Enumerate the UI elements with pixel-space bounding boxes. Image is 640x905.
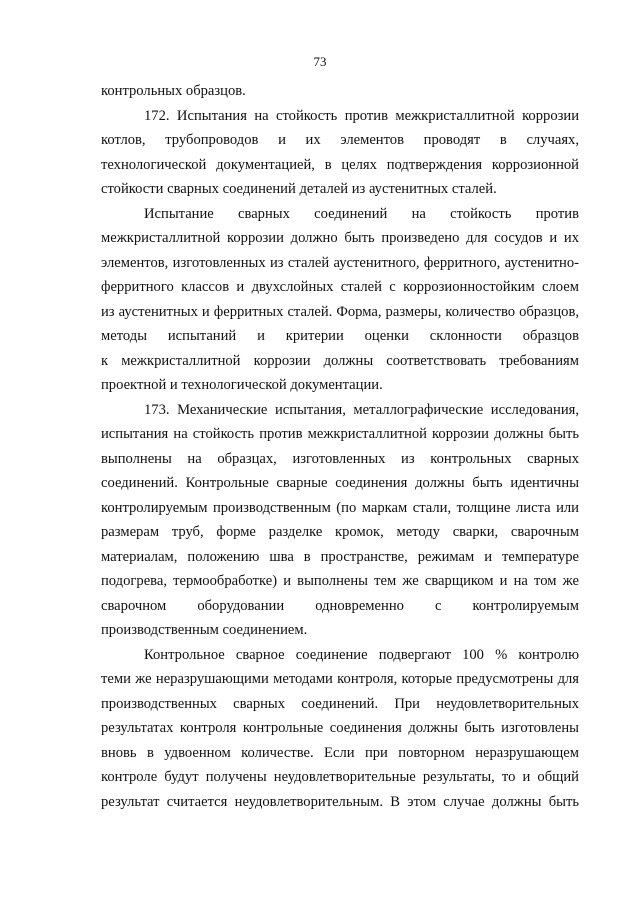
text-line: проектной и технологической документации.	[101, 377, 383, 393]
text-line: 173. Механические испытания, металлографические исследования,	[144, 401, 579, 418]
document-body	[101, 79, 579, 814]
text-line: из аустенитных и ферритных сталей. Форма, размеры, количество образцов,	[101, 303, 579, 320]
text-line: производственным соединением.	[101, 622, 308, 638]
text-line: подогрева, термообработке) и выполнены тем же сварщиком и на том же	[101, 573, 579, 589]
text-line: теми же неразрушающими методами контроля, которые предусмотрены для	[101, 671, 579, 687]
text-line: контрольных образцов.	[101, 83, 246, 99]
text-line: выполнены на образцах, изготовленных из контрольных сварных	[101, 450, 579, 467]
text-line: производственных сварных соединений. При неудовлетворительных	[101, 695, 579, 712]
text-line: результатах контроля контрольные соединения должны быть изготовлены	[101, 720, 579, 736]
text-line: межкристаллитной коррозии должно быть произведено для сосудов и их	[101, 230, 579, 246]
text-line: контроле будут получены неудовлетворительные результаты, то и общий	[101, 769, 579, 785]
text-line: методы испытаний и критерии оценки склонности образцов	[101, 328, 579, 344]
text-line: 172. Испытания на стойкость против межкристаллитной коррозии	[144, 107, 579, 124]
text-line: результат считается неудовлетворительным. В этом случае должны быть	[101, 793, 579, 810]
text-line: к межкристаллитной коррозии должны соответствовать требованиям	[101, 352, 579, 369]
text-line: сварочном оборудовании одновременно с контролируемым	[101, 597, 579, 614]
text-line: контролируемым производственным (по маркам стали, толщине листа или	[101, 499, 579, 516]
text-line: материалам, положению шва в пространстве, режимам и температуре	[101, 548, 579, 565]
text-line: стойкости сварных соединений деталей из аустенитных сталей.	[101, 181, 497, 197]
text-line: Испытание сварных соединений на стойкость против	[144, 205, 579, 222]
text-line: Контрольное сварное соединение подвергают 100 % контролю	[144, 646, 579, 663]
text-line: элементов, изготовленных из сталей аустенитного, ферритного, аустенитно-	[101, 254, 579, 271]
text-line: соединений. Контрольные сварные соединения должны быть идентичны	[101, 475, 579, 491]
text-line: размерам труб, форме разделке кромок, методу сварки, сварочным	[101, 524, 579, 540]
text-line: котлов, трубопроводов и их элементов проводят в случаях,	[101, 132, 579, 148]
text-line: технологической документацией, в целях подтверждения коррозионной	[101, 156, 579, 173]
text-line: испытания на стойкость против межкристаллитной коррозии должны быть	[101, 426, 579, 442]
text-line: ферритного классов и двухслойных сталей с коррозионностойким слоем	[101, 279, 579, 295]
text-line: вновь в удвоенном количестве. Если при повторном неразрушающем	[101, 744, 579, 761]
page-number: 73	[313, 54, 327, 69]
